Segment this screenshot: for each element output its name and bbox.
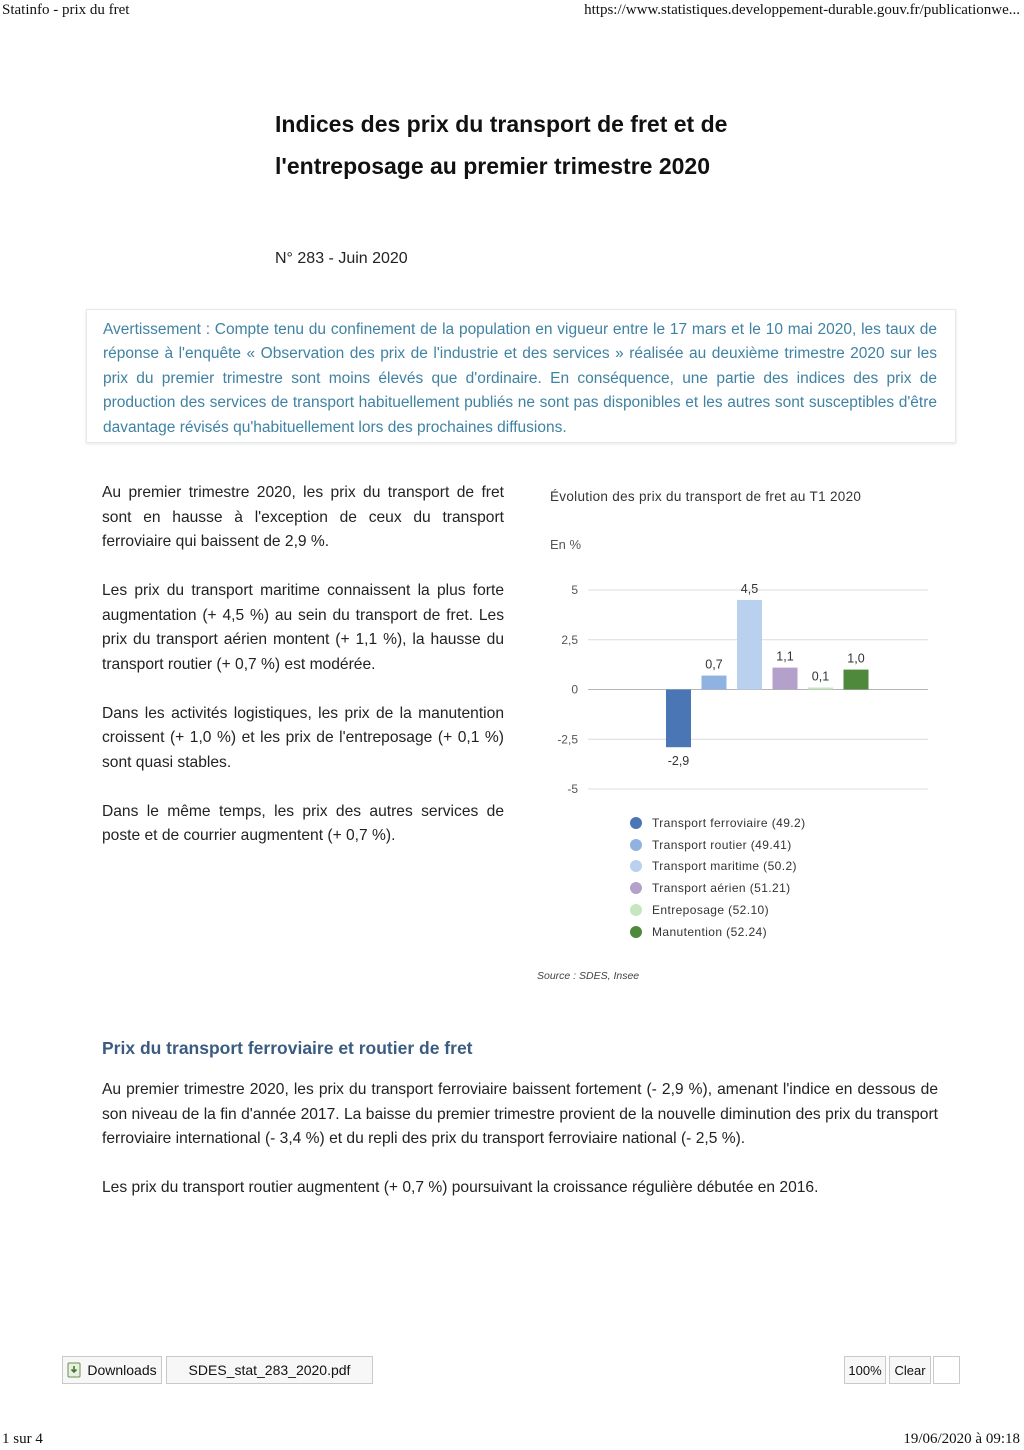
intro-paragraph: Au premier trimestre 2020, les prix du transport de fret sont en hausse à l'exception de ceux du transport ferroviaire qui baissent de 2,9 %. bbox=[102, 484, 504, 550]
legend-label: Entreposage (52.10) bbox=[652, 903, 770, 918]
chart-bar bbox=[808, 688, 833, 690]
legend-item bbox=[630, 812, 805, 834]
chart-bar bbox=[844, 670, 869, 690]
legend-marker bbox=[630, 839, 642, 851]
legend-item bbox=[630, 856, 805, 878]
legend-item bbox=[630, 921, 805, 943]
print-page-url: https://www.statistiques.developpement-durable.gouv.fr/publicationwe... bbox=[584, 2, 1020, 18]
chart-source: Source : SDES, Insee bbox=[537, 970, 640, 982]
chart-unit: En % bbox=[550, 537, 582, 552]
legend-item bbox=[630, 834, 805, 856]
bar-value-label: 1,0 bbox=[847, 651, 865, 666]
section-title: Prix du transport ferroviaire et routier de fret bbox=[102, 1038, 473, 1058]
bar-value-label: -2,9 bbox=[667, 754, 690, 769]
print-date: 19/06/2020 à 09:18 bbox=[903, 1431, 1020, 1447]
legend-marker bbox=[630, 860, 642, 872]
section-paragraph: Au premier trimestre 2020, les prix du transport ferroviaire baissent fortement (- 2,9 %), amenant l'indice en dessous de son niveau de la fin d'année 2017. La baisse du premier trimestre provient de la nouvelle diminution des prix du transport ferroviaire international (- 3,4 %) et du repli des prix du transport ferroviaire national (- 2,5 %). bbox=[102, 1081, 938, 1147]
page-number: 1 sur 4 bbox=[2, 1431, 43, 1447]
section-paragraph: Les prix du transport routier augmentent (+ 0,7 %) poursuivant la croissance régulière débutée en 2016. bbox=[102, 1179, 819, 1196]
chart-plot bbox=[548, 488, 948, 808]
intro-paragraph: Dans les activités logistiques, les prix de la manutention croissent (+ 1,0 %) et les prix de l'entreposage (+ 0,1 %) sont quasi stables. bbox=[102, 704, 504, 771]
bar-value-label: 4,5 bbox=[740, 581, 759, 596]
intro-paragraph: Dans le même temps, les prix des autres services de poste et de courrier augmentent (+ 0,7 %). bbox=[102, 802, 504, 844]
legend-label: Transport maritime (50.2) bbox=[652, 859, 797, 874]
file-tab[interactable]: SDES_stat_283_2020.pdf bbox=[166, 1356, 373, 1384]
chart-bar bbox=[702, 676, 727, 690]
chart-title: Évolution des prix du transport de fret au T1 2020 bbox=[550, 489, 862, 504]
section-body bbox=[102, 1078, 938, 1225]
legend-label: Transport aérien (51.21) bbox=[652, 881, 791, 896]
clear-button[interactable]: Clear bbox=[889, 1356, 931, 1384]
chart-bar bbox=[773, 668, 798, 690]
legend-item bbox=[630, 899, 805, 921]
legend-marker bbox=[630, 817, 642, 829]
downloads-label: Downloads bbox=[87, 1362, 157, 1378]
print-header bbox=[0, 2, 1024, 22]
bar-value-label: 1,1 bbox=[776, 649, 794, 664]
price-evolution-chart bbox=[548, 488, 948, 988]
warning-box bbox=[86, 309, 956, 443]
legend-marker bbox=[630, 926, 642, 938]
issue-number: N° 283 - Juin 2020 bbox=[275, 250, 408, 267]
blank-toolbar-button[interactable] bbox=[933, 1356, 960, 1384]
downloads-button[interactable] bbox=[62, 1356, 162, 1384]
chart-bar bbox=[666, 690, 691, 748]
bar-value-label: 0,1 bbox=[811, 669, 830, 684]
print-footer bbox=[0, 1431, 1024, 1449]
bar-value-label: 0,7 bbox=[705, 657, 723, 672]
y-tick-label: -5 bbox=[567, 782, 578, 796]
legend-marker bbox=[630, 882, 642, 894]
document-title: Indices des prix du transport de fret et de l'entreposage au premier trimestre 2020 bbox=[275, 111, 728, 179]
intro-paragraph: Les prix du transport maritime connaissent la plus forte augmentation (+ 4,5 %) au sein du transport de fret. Les prix du transport aérien montent (+ 1,1 %), la hausse du transport routier (+ 0,7 %) est modérée. bbox=[102, 582, 504, 673]
y-tick-label: 5 bbox=[571, 583, 578, 597]
y-tick-label: 0 bbox=[571, 682, 578, 697]
y-tick-label: -2,5 bbox=[557, 732, 578, 747]
legend-label: Transport routier (49.41) bbox=[652, 837, 792, 852]
intro-text bbox=[102, 481, 504, 873]
legend-marker bbox=[630, 904, 642, 916]
chart-bar bbox=[737, 600, 762, 690]
chart-legend bbox=[630, 812, 805, 943]
legend-label: Transport ferroviaire (49.2) bbox=[652, 815, 806, 830]
y-tick-label: 2,5 bbox=[561, 632, 578, 647]
legend-label: Manutention (52.24) bbox=[652, 924, 768, 939]
zoom-button[interactable]: 100% bbox=[844, 1356, 886, 1384]
legend-item bbox=[630, 877, 805, 899]
print-page-title: Statinfo - prix du fret bbox=[2, 2, 130, 18]
download-icon bbox=[67, 1362, 81, 1378]
warning-text: Avertissement : Compte tenu du confinement de la population en vigueur entre le 17 mars et le 10 mai 2020, les taux de réponse à l'enquête « Observation des prix de l'industrie et des services » réalisée au deuxième trimestre 2020 sur les prix du premier trimestre sont moins élevés que d'ordinaire. En conséquence, une partie des indices des prix de production des services de transport habituellement publiés ne sont pas disponibles et les autres sont susceptibles d'être davantage révisés qu'habituellement lors des prochaines diffusions. bbox=[103, 321, 937, 436]
